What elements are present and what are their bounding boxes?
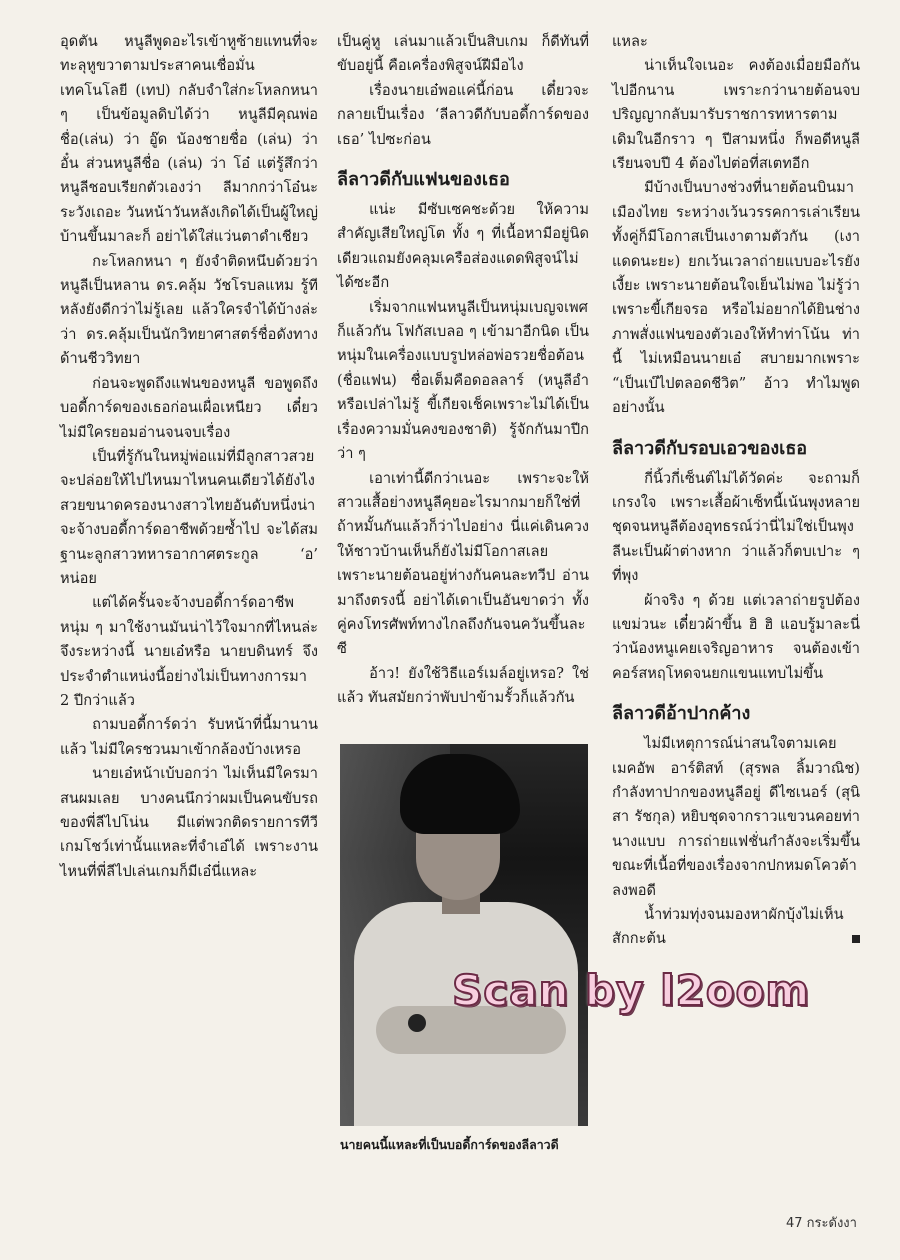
paragraph: แหละ — [612, 33, 648, 50]
watch-icon — [408, 1014, 426, 1032]
article-column-3 — [612, 30, 860, 952]
paragraph: ถามบอดี้การ์ดว่า รับหน้าที่นี้มานานแล้ว ไม่มีใครชวนมาเข้ากล้องบ้างเหรอ — [60, 716, 318, 758]
paragraph: อุดตัน หนูลีพูดอะไรเข้าหูซ้ายแทนที่จะทะลุหูขวาตามประสาคนเชื่อมั่นเทคโนโลยี (เทป) กลับจำใส่กะโหลกหนา ๆ เป็นข้อมูลดิบได้ว่า หนูลีมีคุณพ่อชื่อ(เล่น) ว่า อู๊ด น้องชายชื่อ (เล่น) ว่า อั๋น ส่วนหนูลีชื่อ (เล่น) ว่า โอ๋ แต่รู้สึกว่าหนูลีชอบเรียกตัวเองว่า ลีมากกว่าโอ๋นะ ระวังเถอะ วันหน้าวันหลังเกิดได้เป็นผู้ใหญ่บ้านขึ้นมาละก็ อย่าได้ใส่แว่นตาดำเชียว — [60, 33, 318, 246]
paragraph: ก่อนจะพูดถึงแฟนของหนูลี ขอพูดถึงบอดี้การ์ดของเธอก่อนเผื่อเหนียว เดี๋ยวไม่มีใครยอมอ่านจนจบเรื่อง — [60, 374, 318, 441]
paragraph: แต่ได้ครั้นจะจ้างบอดี้การ์ดอาชีพหนุ่ม ๆ มาใช้งานมันน่าไว้ใจมากที่ไหนล่ะ จึงระหว่างนี้ นายเอ๋หรือ นายบดินทร์ จึงประจำตำแหน่งนี้อย่างไม่เป็นทางการมา 2 ปีกว่าแล้ว — [60, 594, 318, 709]
bodyguard-photo — [340, 744, 588, 1126]
photo-caption: นายคนนี้แหละที่เป็นบอดี้การ์ดของลีลาวดี — [340, 1137, 559, 1152]
paragraph: มีบ้างเป็นบางช่วงที่นายต้อนบินมาเมืองไทย ระหว่างเว้นวรรคการเล่าเรียน ทั้งคู่ก็มีโอกาสเป็นเงาตามตัวกัน (เงาแดดนะยะ) ยกเว้นเวลาถ่ายแบบอะไรยังเงี้ยะ เพราะนายต้อนใจเย็นไม่พอ ไม่รู้ว่าเพราะขี้เกียจรอ หรือไม่อยากได้ยินช่างภาพสั่งแฟนของตัวเองให้ทำท่าโน้น ท่านี้ ไม่เหมือนนายเอ๋ สบายมากเพราะ “เป็นเบ๊ไปตลอดชีวิต” อ้าว ทำไมพูดอย่างนั้น — [612, 179, 860, 417]
article-column-2 — [337, 30, 589, 711]
section-heading-waist: ลีลาวดีกับรอบเอวของเธอ — [612, 437, 808, 459]
paragraph — [612, 903, 860, 952]
paragraph: นายเอ๋หน้าเบ้บอกว่า ไม่เห็นมีใครมาสนผมเลย บางคนนึกว่าผมเป็นคนขับรถของพี่ลีไปโน่น มีแต่พวกติดรายการทีวีเกมโชว์เท่านั้นแหละที่จำเอ๋ได้ เพราะงานไหนที่พี่ลีไปเล่นเกมก็มีเอ๋นี่แหละ — [60, 765, 318, 880]
section-heading-boyfriend: ลีลาวดีกับแฟนของเธอ — [337, 169, 510, 191]
scan-watermark: Scan by l2oom — [452, 966, 811, 1015]
paragraph: เอาเท่านี้ดีกว่าเนอะ เพราะจะให้สาวแสื้อย่างหนูลีคุยอะไรมากมายก็ใช่ที่ ถ้าหมั้นกันแล้วก็ว่าไปอย่าง นี่แค่เดินควงให้ชาวบ้านเห็นก็ยังไม่มีโอกาสเลย เพราะนายต้อนอยู่ห่างกันคนละทวีป อ่านมาถึงตรงนี้ อย่าได้เดาเป็นอันขาดว่า ทั้งคู่คงโทรศัพท์ทางไกลถึงกันจนควันขึ้นละซี — [337, 469, 589, 658]
section-heading-open-mouth: ลีลาวดีอ้าปากค้าง — [612, 703, 751, 725]
paragraph: น่าเห็นใจเนอะ คงต้องเมื่อยมือกันไปอีกนาน เพราะกว่านายต้อนจบปริญญากลับมารับราชการทหารตามเดิมในอีกราว ๆ ปีสามหนึ่ง ก็พอดีหนูลีเรียนจบปี 4 ต้องไปต่อที่สเตทอีก — [612, 57, 860, 173]
paragraph: ผ้าจริง ๆ ด้วย แต่เวลาถ่ายรูปต้องแขม่วนะ เดี๋ยวผ้าขึ้น ฮิ ฮิ แอบรู้มาละนี่ว่าน้องหนูเคยเจริญอาหาร จนต้องเข้าคอร์สหฤโหดจนยกแขนแทบไม่ขึ้น — [612, 591, 860, 682]
paragraph: เริ่มจากแฟนหนูลีเป็นหนุ่มเบญจเพศก็แล้วกัน โฟกัสเบลอ ๆ เข้ามาอีกนิด เป็นหนุ่มในเครื่องแบบรูปหล่อพ่อรวยชื่อต้อน (ชื่อแฟน) ชื่อเต็มคือดอลลาร์ (หนูลีอำหรือเปล่าไม่รู้ ขี้เกียจเช็คเพราะไม่ได้เป็นเรื่องความมั่นคงของชาติ) รู้จักกันมาปีกว่า ๆ — [337, 298, 589, 463]
article-column-1 — [60, 30, 318, 884]
page-number: 47 กระดังงา — [786, 1216, 857, 1231]
paragraph: เป็นคู่หู เล่นมาแล้วเป็นสิบเกม ก็ดีทันที่ขับอยู่นี้ คือเครื่องพิสูจน์ฝีมือไง — [337, 33, 589, 75]
closing-text: น้ำท่วมทุ่งจนมองหาผักบุ้งไม่เห็นสักกะต้น — [612, 906, 844, 948]
paragraph: เป็นที่รู้กันในหมู่พ่อแม่ที่มีลูกสาวสวย จะปล่อยให้ไปไหนมาไหนคนเดียวได้ยังไง สวยขนาดครองนางสาวไทยอันดับหนึ่งน่าจะจ้างบอดี้การ์ดอาชีพด้วยซ้ำไป จะได้สมฐานะลูกสาวทหารอากาศตระกูล ‘อ’ หน่อย — [60, 447, 318, 587]
paragraph: แน่ะ มีซับเซคชะด้วย ให้ความสำคัญเสียใหญ่โต ทั้ง ๆ ที่เนื้อหามีอยู่นิดเดียวแถมยังคลุมเครือส่องแดดพิสูจน์ไม่ได้ซะอีก — [337, 201, 589, 292]
paragraph: กะโหลกหนา ๆ ยังจำติดหนึบด้วยว่า หนูลีเป็นหลาน ดร.คลุ้ม วัชโรบลแหม รู้ทีหลังยังดีกว่าไม่รู้เลย แล้วใครจำได้บ้างล่ะว่า ดร.คลุ้มเป็นนักวิทยาศาสตร์ชื่อดังทางด้านชีววิทยา — [60, 252, 318, 368]
paragraph: เรื่องนายเอ๋พอแค่นี้ก่อน เดี๋ยวจะกลายเป็นเรื่อง ‘ลีลาวดีกับบอดี้การ์ดของเธอ’ ไปซะก่อน — [337, 81, 589, 148]
paragraph: ไม่มีเหตุการณ์น่าสนใจตามเคย เมคอัพ อาร์ติสท์ (สุรพล ลิ้มวาณิช) กำลังทาปากของหนูลีอยู่ ดีไซเนอร์ (สุนิสา รัชกุล) หยิบชุดจากราวแขวนคอยท่านางแบบ การถ่ายแฟชั่นกำลังจะเริ่มขึ้น ขณะที่เนื้อที่ของเรื่องจากปกหมดโควต้าลงพอดี — [612, 735, 860, 899]
paragraph: อ้าว! ยังใช้วิธีแอร์เมล์อยู่เหรอ? ใช่แล้ว ทันสมัยกว่าพับปาข้ามรั้วก็แล้วกัน — [337, 664, 589, 707]
paragraph: กี่นิ้วกี่เซ็นต์ไม่ได้วัดค่ะ จะถามก็เกรงใจ เพราะเสื้อผ้าเซ็ทนี้เน้นพุงหลายชุดจนหนูลีต้องอุทธรณ์ว่านี่ไม่ใช่เป็นพุงลีนะเป็นผ้าต่างหาก ว่าแล้วก็ตบเปาะ ๆ ที่พุง — [612, 469, 860, 585]
end-mark-icon — [852, 935, 860, 943]
